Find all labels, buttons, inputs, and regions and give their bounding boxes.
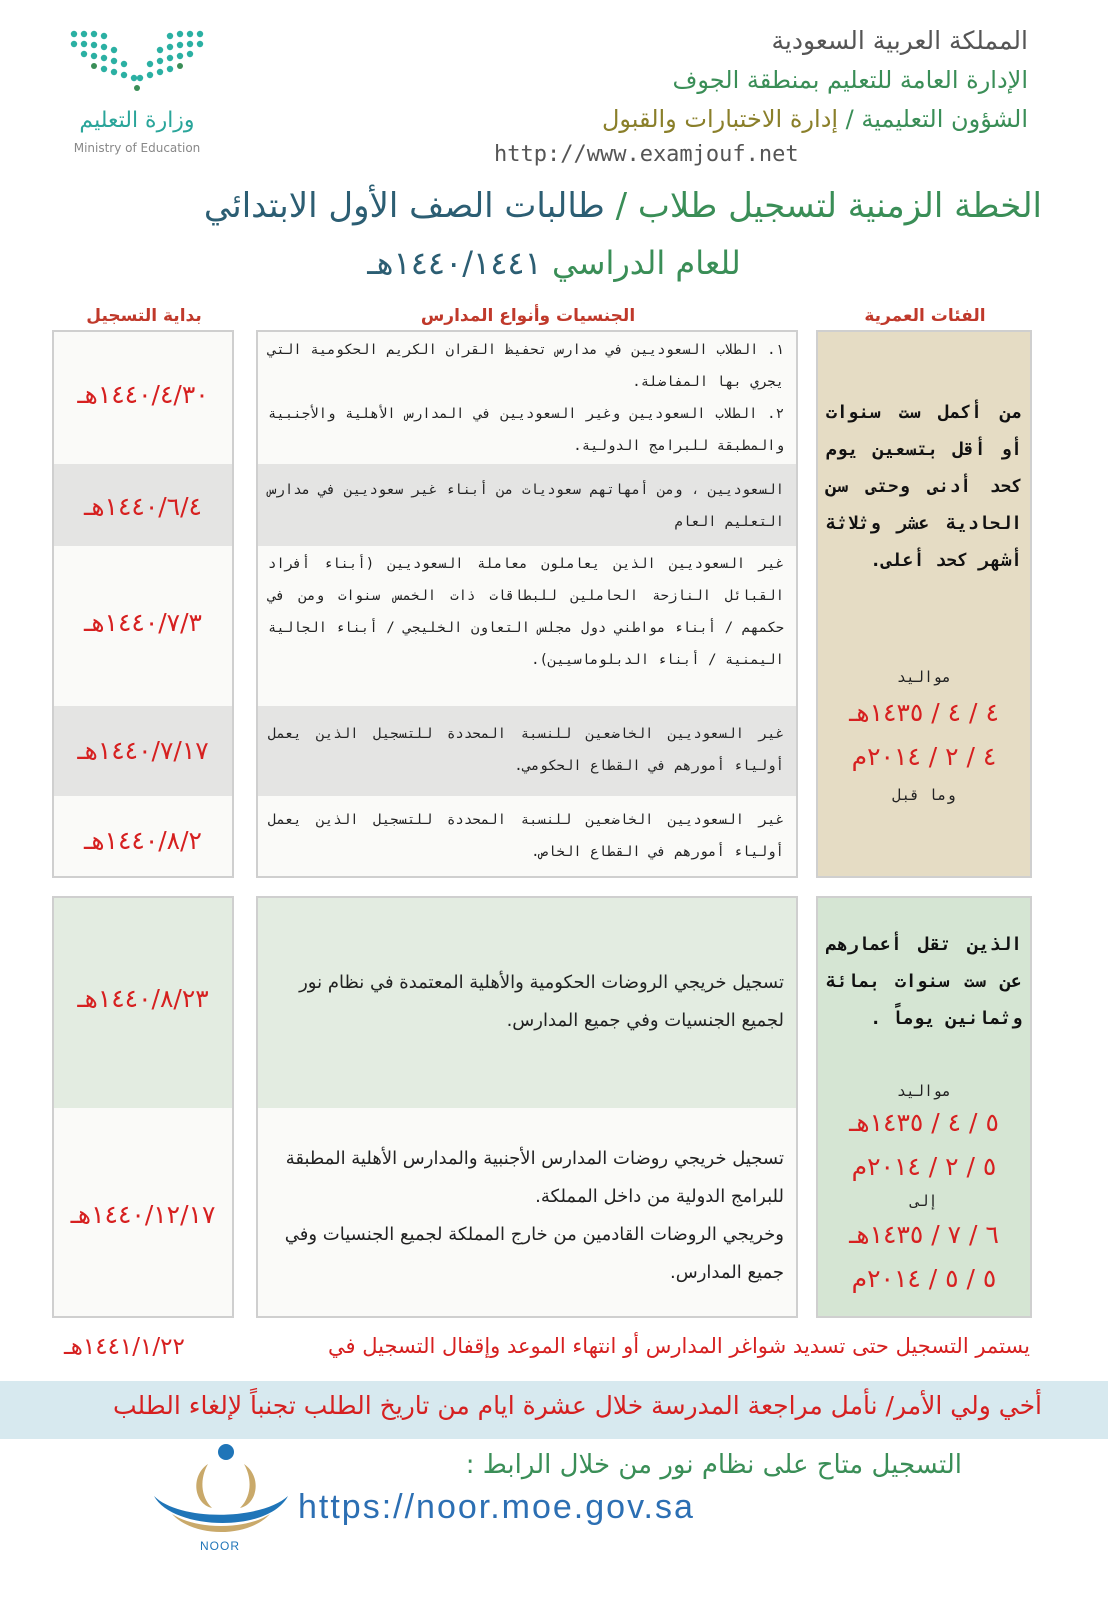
start-date: ١٤٤٠/٧/١٧هـ [77,736,209,765]
ministry-name-en: Ministry of Education [73,141,201,155]
to-label: إلى [910,1192,938,1210]
start-date: ١٤٤٠/٧/٣هـ [84,608,202,637]
noor-logo-label: NOOR [200,1539,240,1553]
footer-available-text: التسجيل متاح على نظام نور من خلال الرابط : [465,1450,962,1480]
subtitle-year: ١٤٤٠/١٤٤١هـ [367,244,542,282]
desc-paragraph: وخريجي الروضات القادمين من خارج المملكة لجميع الجنسيات وفي جميع المدارس. [284,1224,784,1283]
parent-notice-band [0,1381,1108,1439]
date-cell [54,796,232,876]
desc-paragraph: غير السعوديين الخاضعين للنسبة المحددة للتسجيل الذين يعمل أولياء أمورهم في القطاع الحكومي. [268,726,784,774]
desc-paragraph: تسجيل خريجي الروضات الحكومية والأهلية المعتمدة في نظام نور لجميع الجنسيات وفي جميع المدارس. [299,972,784,1031]
desc-paragraph: ١. الطلاب السعوديين في مدارس تحفيظ القران الكريم الحكومية التي يجري بها المفاضلة. [268,342,784,390]
born-from-hijri: ٥ / ٤ / ١٤٣٥هـ [849,1108,999,1137]
born-label: مواليد [896,668,952,686]
born-from-gregorian: ٥ / ٢ / ٢٠١٤م [851,1152,997,1181]
desc-paragraph: تسجيل خريجي روضات المدارس الأجنبية والمدارس الأهلية المطبقة للبرامج الدولية من داخل المملكة. [285,1148,784,1207]
desc-cell [258,332,796,464]
start-date: ١٤٤٠/٤/٣٠هـ [77,380,209,409]
column-header-start: بداية التسجيل [86,306,202,326]
title-part-b: طالبات الصف الأول الابتدائي [203,186,605,226]
age-criteria: من أكمل ست سنوات أو أقل بتسعين يوم كحد أدنى وحتى سن الحادية عشر وثلاثة أشهر كحد أعلى. [826,402,1022,571]
born-suffix: وما قبل [892,786,956,804]
noor-url-link[interactable]: https://noor.moe.gov.sa [298,1488,695,1526]
age-criteria: الذين تقل أعمارهم عن ست سنوات بمائة وثمانين يوماً . [826,934,1022,1029]
subtitle-part-a: للعام الدراسي [541,244,741,282]
header-directorate: الإدارة العامة للتعليم بمنطقة الجوف [672,66,1028,94]
header-department [602,105,1028,133]
section2-age-box [816,896,1032,1318]
section2-desc-box [256,896,798,1318]
page-subtitle [0,244,1108,282]
desc-cell [258,464,796,546]
desc-paragraph: ٢. الطلاب السعوديين وغير السعوديين في المدارس الأهلية والأجنبية والمطبقة للبرامج الدولية. [268,406,784,454]
date-cell [54,464,232,546]
born-date-gregorian: ٤ / ٢ / ٢٠١٤م [851,742,997,771]
column-header-age: الفئات العمرية [864,306,986,326]
date-cell [54,1108,232,1316]
start-date: ١٤٤٠/٦/٤هـ [84,492,202,521]
desc-cell [258,898,796,1108]
section1-age-box [816,330,1032,878]
date-cell [54,332,232,464]
desc-paragraph: السعوديين ، ومن أمهاتهم سعوديات من أبناء غير سعوديين في مدارس التعليم العام [268,482,784,530]
start-date: ١٤٤٠/٨/٢٣هـ [77,984,209,1013]
born-to-gregorian: ٥ / ٥ / ٢٠١٤م [851,1264,997,1293]
column-header-nationalities: الجنسيات وأنواع المدارس [420,306,636,326]
desc-cell [258,1108,796,1316]
desc-cell [258,546,796,706]
page-title [60,186,1042,226]
born-label: مواليد [896,1082,952,1100]
date-cell [54,706,232,796]
header-affairs: الشؤون التعليمية / [838,105,1028,133]
header-kingdom: المملكة العربية السعودية [771,26,1028,55]
start-date: ١٤٤٠/١٢/١٧هـ [70,1200,216,1229]
start-date: ١٤٤٠/٨/٢هـ [84,826,202,855]
born-to-hijri: ٦ / ٧ / ١٤٣٥هـ [849,1220,999,1249]
registration-close-date: ١٤٤١/١/٢٢هـ [64,1334,185,1360]
title-part-a: الخطة الزمنية لتسجيل طلاب / [604,186,1042,226]
noor-logo-icon [150,1442,290,1554]
desc-cell [258,796,796,876]
born-date-hijri: ٤ / ٤ / ١٤٣٥هـ [849,698,999,727]
section1-desc-box [256,330,798,878]
desc-paragraph: غير السعوديين الذين يعاملون معاملة السعوديين (أبناء أفراد القبائل النازحة الحاملين للبطاقات ذات الخمس سنوات ومن في حكمهم / أبناء مواطني دول مجلس التعاون الخليجي / أبناء الجالية اليمنية / أبناء الدبلوماسيين). [268,556,784,668]
date-cell [54,546,232,706]
desc-paragraph: غير السعوديين الخاضعين للنسبة المحددة للتسجيل الذين يعمل أولياء أمورهم في القطاع الخاص. [268,812,784,860]
parent-notice-text: أخي ولي الأمر/ نأمل مراجعة المدرسة خلال عشرة ايام من تاريخ الطلب تجنباً لإلغاء الطلب [112,1391,1042,1420]
section2-dates-box [52,896,234,1318]
registration-continue-note: يستمر التسجيل حتى تسديد شواغر المدارس أو انتهاء الموعد وإقفال التسجيل في [328,1334,1030,1358]
section1-dates-box [52,330,234,878]
ministry-name-ar: وزارة التعليم [79,108,195,133]
header-exams-admin: إدارة الاختبارات والقبول [601,105,839,133]
date-cell [54,898,232,1108]
header-url-link[interactable]: http://www.examjouf.net [494,142,799,167]
desc-cell [258,706,796,796]
